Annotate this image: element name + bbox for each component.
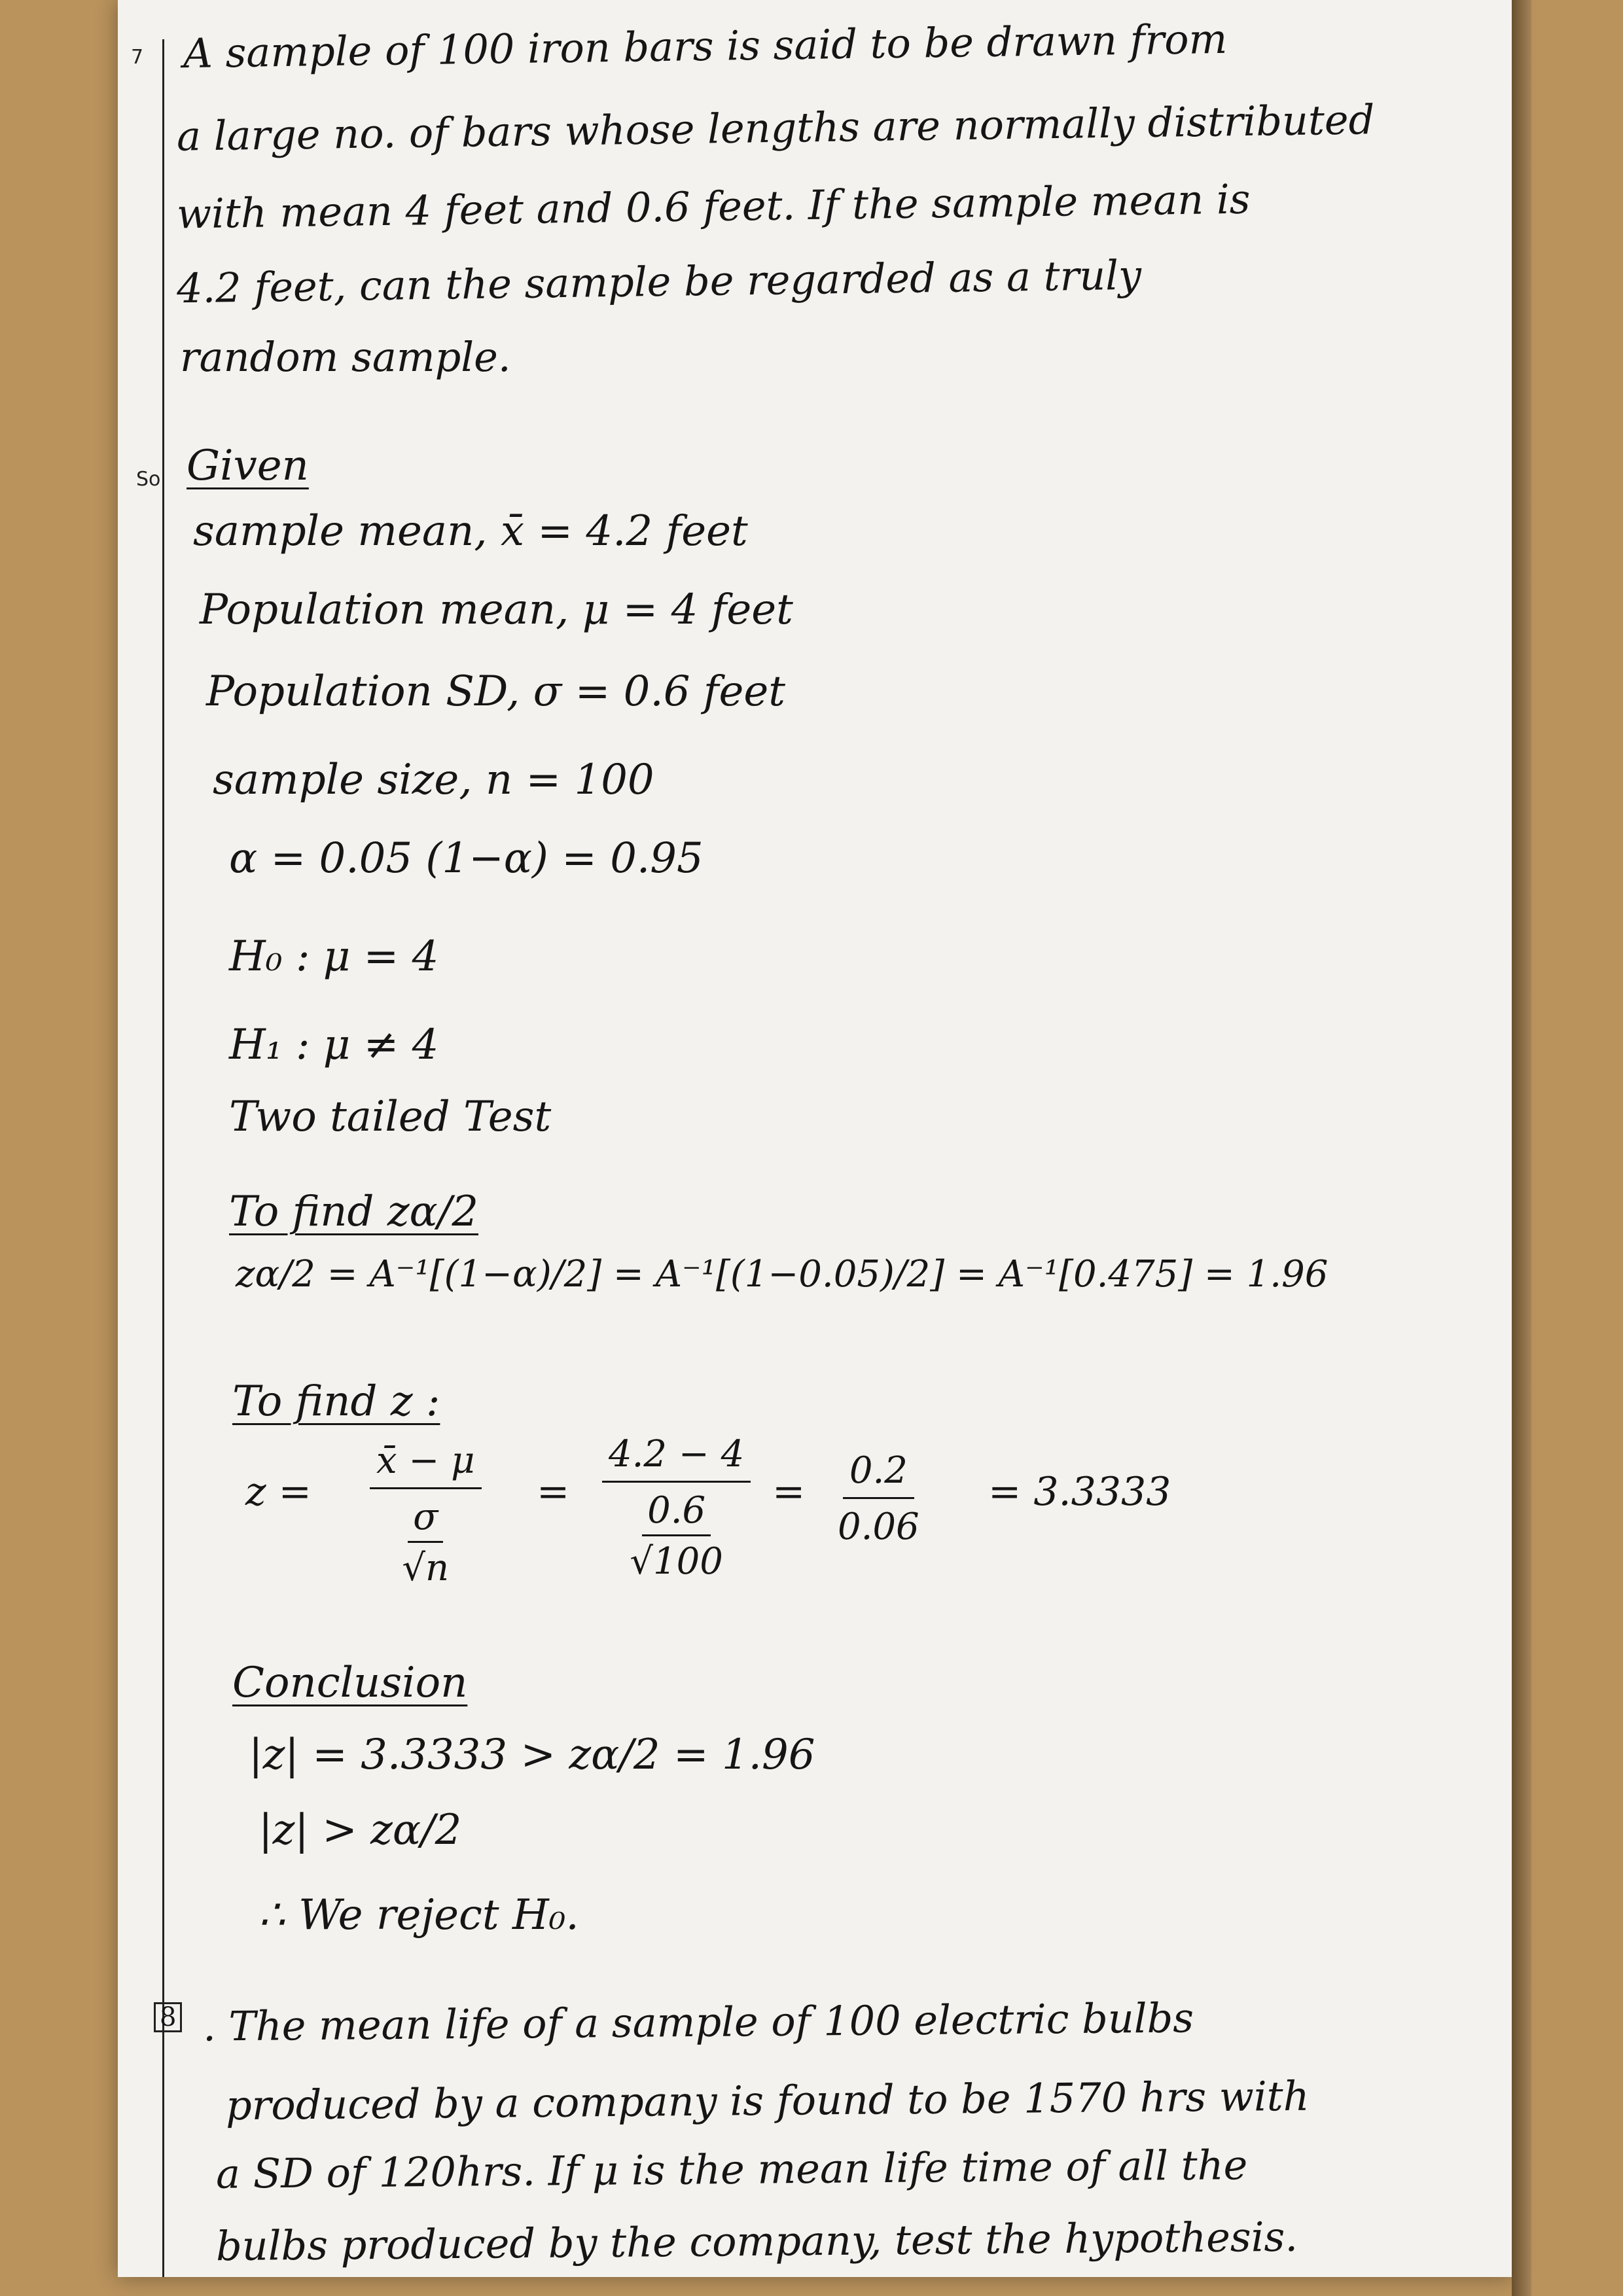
question7-line-5: random sample.: [180, 333, 511, 381]
fraction-2-sqrt-100: √100: [630, 1540, 723, 1583]
fraction-3-denominator: 0.06: [838, 1506, 919, 1548]
notebook-edge: [1512, 0, 1531, 2296]
fraction-2-denominator: [630, 1483, 723, 1583]
question8-line-4: bulbs produced by the company, test the hypothesis.: [215, 2212, 1298, 2270]
notebook-page: [118, 0, 1512, 2277]
null-hypothesis: H₀ : μ = 4: [229, 932, 439, 981]
conclusion-comparison: |z| = 3.3333 > zα/2 = 1.96: [249, 1731, 815, 1779]
question-number-7: 7: [131, 46, 144, 69]
question8-line-2: produced by a company is found to be 1570 hrs with: [225, 2072, 1310, 2130]
question8-line-3: a SD of 120hrs. If μ is the mean life time of all the: [215, 2141, 1248, 2198]
find-z-title: To find z :: [232, 1377, 440, 1426]
solution-label: Sol: [136, 468, 166, 491]
fraction-2-sd: 0.6: [642, 1489, 711, 1536]
z-result: = 3.3333: [988, 1469, 1171, 1515]
z-lhs: z =: [245, 1469, 312, 1515]
fraction-2-numerator: 4.2 − 4: [602, 1433, 751, 1483]
alternative-hypothesis: H₁ : μ ≠ 4: [229, 1021, 439, 1069]
fraction-1-sqrt-n: √n: [402, 1547, 450, 1589]
z-equals-1: =: [537, 1469, 570, 1515]
given-title: Given: [187, 442, 309, 490]
question7-line-3: with mean 4 feet and 0.6 feet. If the sample mean is: [176, 175, 1251, 238]
fraction-3-numerator: 0.2: [843, 1449, 914, 1499]
given-population-sd: Population SD, σ = 0.6 feet: [206, 667, 785, 716]
question-number-8: 8: [154, 2002, 182, 2032]
margin-line: [162, 39, 164, 2277]
question7-line-4: 4.2 feet, can the sample be regarded as a truly: [176, 251, 1142, 313]
conclusion-title: Conclusion: [232, 1659, 468, 1707]
given-alpha: α = 0.05 (1−α) = 0.95: [229, 834, 704, 883]
conclusion-inequality: |z| > zα/2: [259, 1806, 462, 1854]
z-alpha-computation: zα/2 = A⁻¹[(1−α)/2] = A⁻¹[(1−0.05)/2] = A⁻¹[0.475] = 1.96: [236, 1253, 1329, 1296]
given-sample-mean: sample mean, x̄ = 4.2 feet: [193, 507, 748, 556]
find-z-alpha-title: To find zα/2: [229, 1188, 479, 1236]
z-formula-fraction-1: [370, 1439, 482, 1589]
question7-line-2: a large no. of bars whose lengths are normally distributed: [176, 96, 1375, 160]
z-equals-2: =: [772, 1469, 806, 1515]
given-sample-size: sample size, n = 100: [213, 756, 654, 804]
test-type: Two tailed Test: [229, 1093, 552, 1141]
z-formula-fraction-2: [602, 1433, 751, 1583]
question7-line-1: A sample of 100 iron bars is said to be drawn from: [183, 14, 1228, 78]
fraction-1-sigma: σ: [408, 1496, 443, 1543]
z-formula-fraction-3: [838, 1449, 919, 1548]
fraction-1-numerator: x̄ − μ: [370, 1439, 482, 1489]
conclusion-decision: ∴ We reject H₀.: [259, 1891, 579, 1939]
given-population-mean: Population mean, μ = 4 feet: [200, 586, 793, 634]
fraction-1-denominator: [402, 1489, 449, 1589]
question8-line-1: . The mean life of a sample of 100 electric bulbs: [202, 1994, 1194, 2051]
